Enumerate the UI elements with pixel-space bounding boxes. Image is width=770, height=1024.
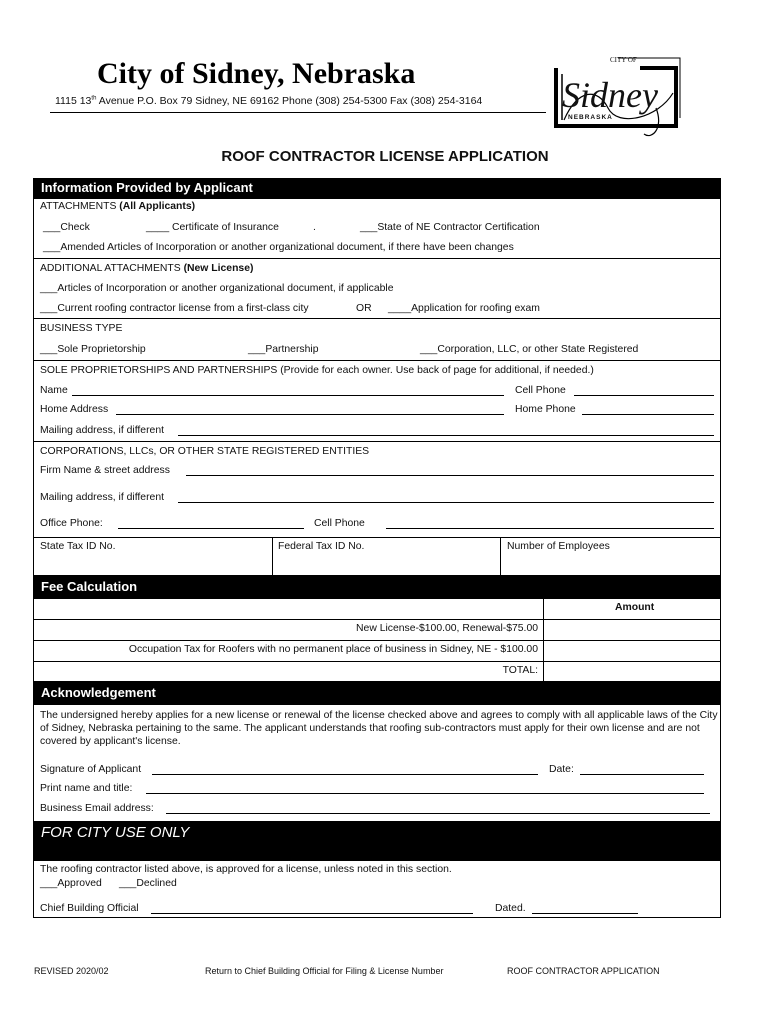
section-bar-ack (33, 682, 721, 704)
additional-label: ADDITIONAL ATTACHMENTS (40, 263, 184, 274)
signature-field[interactable] (152, 774, 538, 775)
occupation-amount-cell[interactable] (545, 642, 720, 660)
sole-proprietorship-item[interactable]: ___Sole Proprietorship (40, 344, 146, 355)
ack-text: The undersigned hereby applies for a new license or renewal of the license checked above and agrees to comply with all applicable laws of the City of Sidney, Nebraska pertaining to the same. The applicant understands that roofing sub-contractors must apply for their own license and are not covered by applicant's license. (40, 710, 718, 747)
divider (500, 537, 501, 576)
section-title-ack: Acknowledgement (41, 685, 156, 700)
date-field[interactable] (580, 774, 704, 775)
additional-heading (40, 262, 253, 275)
signature-label: Signature of Applicant (40, 764, 142, 775)
section-bar-applicant (33, 178, 721, 198)
name-label: Name (40, 385, 68, 396)
or-text: OR (356, 303, 372, 314)
federal-tax-label: Federal Tax ID No. (278, 541, 365, 552)
exam-item[interactable]: ____Application for roofing exam (388, 303, 540, 314)
logo-nebraska: NEBRASKA (568, 114, 613, 121)
corporation-heading: CORPORATIONS, LLCs, OR OTHER STATE REGISTERED ENTITIES (40, 446, 370, 457)
mailing2-field[interactable] (178, 502, 714, 503)
total-label: TOTAL: (502, 665, 538, 676)
cell-phone2-field[interactable] (386, 528, 714, 529)
firm-field[interactable] (186, 475, 714, 476)
header-rule (50, 112, 546, 113)
mailing-label: Mailing address, if different (40, 425, 164, 436)
city-logo (548, 48, 688, 144)
address-number: 1115 13 (55, 95, 92, 107)
section-bar-city (33, 822, 721, 860)
attachments-bold: (All Applicants) (119, 201, 196, 212)
total-amount-cell[interactable] (545, 663, 720, 681)
form-title: ROOF CONTRACTOR LICENSE APPLICATION (221, 148, 549, 165)
footer-revised: REVISED 2020/02 (34, 966, 109, 976)
mailing2-label: Mailing address, if different (40, 492, 164, 503)
state-cert-item[interactable]: ___State of NE Contractor Certification (360, 222, 540, 233)
state-tax-label: State Tax ID No. (40, 541, 116, 552)
address-rest: Avenue P.O. Box 79 Sidney, NE 69162 Phone (308) 254-5300 Fax (308) 254-3164 (96, 95, 483, 107)
name-field[interactable] (72, 395, 504, 396)
business-type-heading: BUSINESS TYPE (40, 323, 123, 334)
new-license-fee: New License-$100.00, Renewal-$75.00 (356, 623, 538, 634)
section-title-fee: Fee Calculation (41, 579, 138, 594)
divider (33, 258, 721, 259)
declined-item[interactable]: ___Declined (119, 878, 177, 889)
insurance-item[interactable]: ____ Certificate of Insurance (146, 222, 279, 233)
chief-label: Chief Building Official (40, 903, 139, 914)
partnership-item[interactable]: ___Partnership (248, 344, 319, 355)
city-approval-text: The roofing contractor listed above, is approved for a license, unless noted in this section. (40, 864, 452, 875)
articles-item[interactable]: ___Articles of Incorporation or another organizational document, if applicable (40, 283, 394, 294)
approved-item[interactable]: ___Approved (40, 878, 102, 889)
city-address (55, 95, 482, 107)
divider (33, 360, 721, 361)
address-superscript: th (91, 95, 97, 102)
print-name-label: Print name and title: (40, 783, 133, 794)
additional-bold: (New License) (183, 263, 254, 274)
section-title-applicant: Information Provided by Applicant (41, 180, 253, 195)
logo-sidney: Sidney (562, 75, 658, 115)
chief-signature-field[interactable] (151, 913, 473, 914)
divider (33, 441, 721, 442)
office-phone-label: Office Phone: (40, 518, 103, 529)
amount-header: Amount (615, 602, 655, 613)
city-title: City of Sidney, Nebraska (97, 57, 416, 90)
divider (33, 537, 721, 538)
divider (33, 661, 721, 662)
current-license-item[interactable]: ___Current roofing contractor license from a first-class city (40, 303, 309, 314)
check-item[interactable]: ___Check (43, 222, 90, 233)
divider (33, 619, 721, 620)
section-bar-fee (33, 576, 721, 598)
cell-phone-field[interactable] (574, 395, 714, 396)
dot-text: . (313, 222, 316, 233)
footer-return: Return to Chief Building Official for Filing & License Number (205, 966, 444, 976)
home-phone-label: Home Phone (515, 404, 576, 415)
amended-item[interactable]: ___Amended Articles of Incorporation or another organizational document, if there have been changes (43, 242, 514, 253)
divider (33, 640, 721, 641)
section-title-city: FOR CITY USE ONLY (41, 824, 190, 841)
home-address-label: Home Address (40, 404, 109, 415)
occupation-tax: Occupation Tax for Roofers with no permanent place of business in Sidney, NE - $100.00 (128, 644, 538, 655)
home-address-field[interactable] (116, 414, 504, 415)
date-label: Date: (549, 764, 574, 775)
corporation-item[interactable]: ___Corporation, LLC, or other State Registered (420, 344, 639, 355)
cell-phone2-label: Cell Phone (314, 518, 365, 529)
email-field[interactable] (166, 813, 710, 814)
logo-city-of: CITY OF (610, 56, 637, 64)
sole-partnership-heading: SOLE PROPRIETORSHIPS AND PARTNERSHIPS (Provide for each owner. Use back of page for additional, if needed.) (40, 365, 594, 376)
divider (272, 537, 273, 576)
attachments-label: ATTACHMENTS (40, 201, 120, 212)
attachments-heading (40, 200, 195, 213)
email-label: Business Email address: (40, 803, 154, 814)
print-name-field[interactable] (146, 793, 704, 794)
applicant-box (33, 198, 721, 576)
employees-label: Number of Employees (507, 541, 610, 552)
office-phone-field[interactable] (118, 528, 304, 529)
home-phone-field[interactable] (582, 414, 714, 415)
firm-label: Firm Name & street address (40, 465, 170, 476)
cell-phone-label: Cell Phone (515, 385, 566, 396)
dated-field[interactable] (532, 913, 638, 914)
footer-app-name: ROOF CONTRACTOR APPLICATION (507, 966, 660, 976)
mailing-field[interactable] (178, 435, 714, 436)
dated-label: Dated. (495, 903, 526, 914)
divider (33, 318, 721, 319)
new-license-amount-cell[interactable] (545, 621, 720, 639)
